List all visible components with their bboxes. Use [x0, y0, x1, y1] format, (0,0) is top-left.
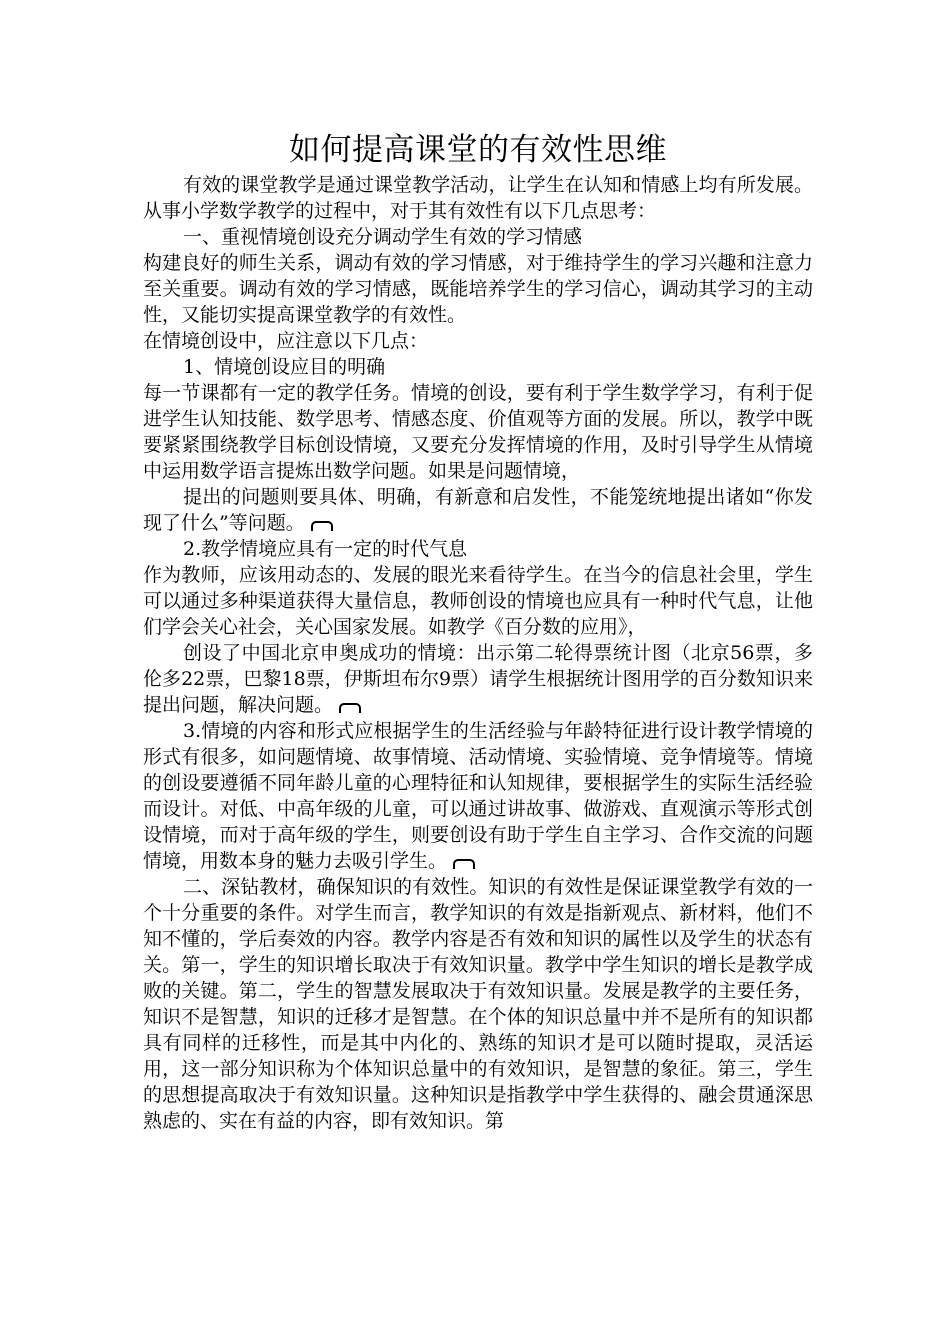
paragraph-text: 每一节课都有一定的教学任务。情境的创设，要有利于学生数学学习，有利于促进学生认知技能、数学思考、情感态度、价值观等方面的发展。所以，教学中既要紧紧围绕教学目标创设情境，又要充分发挥情境的作用，及时引导学生从情境中运用数学语言提炼出数学问题。如果是问题情境， [143, 382, 813, 482]
paragraph-text: 提出的问题则要具体、明确，有新意和启发性，不能笼统地提出诸如“你发现了什么”等问题。 [143, 486, 813, 534]
document-page [143, 130, 813, 1134]
paragraph [143, 328, 813, 354]
edit-mark-icon [339, 703, 361, 713]
paragraph-text: 在情境创设中，应注意以下几点： [143, 330, 429, 352]
paragraph [143, 172, 813, 224]
paragraph-text: 构建良好的师生关系，调动有效的学习情感，对于维持学生的学习兴趣和注意力至关重要。调动有效的学习情感，既能培养学生的学习信心，调动其学习的主动性，又能切实提高课堂教学的有效性。 [143, 252, 813, 326]
paragraph [143, 562, 813, 640]
paragraph [143, 536, 813, 562]
paragraph-text: 创设了中国北京申奥成功的情境：出示第二轮得票统计图（北京56票，多伦多22票，巴黎18票，伊斯坦布尔9票）请学生根据统计图用学的百分数知识来提出问题，解决问题。 [143, 642, 813, 716]
paragraph-text: 作为教师，应该用动态的、发展的眼光来看待学生。在当今的信息社会里，学生可以通过多种渠道获得大量信息，教师创设的情境也应具有一种时代气息，让他们学会关心社会，关心国家发展。如教学《百分数的应用》， [143, 564, 813, 638]
document-title: 如何提高课堂的有效性思维 [289, 132, 667, 168]
paragraph [143, 484, 813, 536]
paragraph-text: 一、重视情境创设充分调动学生有效的学习情感 [183, 226, 583, 248]
paragraph [143, 718, 813, 874]
paragraph [143, 354, 813, 380]
edit-mark-icon [453, 859, 475, 869]
paragraph [143, 380, 813, 484]
paragraph-text: 1、情境创设应目的明确 [183, 356, 386, 378]
paragraph-text: 2.教学情境应具有一定的时代气息 [183, 538, 468, 560]
paragraph [143, 640, 813, 718]
paragraph-text: 二、深钻教材，确保知识的有效性。知识的有效性是保证课堂教学有效的一个十分重要的条件。对学生而言，教学知识的有效是指新观点、新材料，他们不知不懂的，学后奏效的内容。教学内容是否有效和知识的属性以及学生的状态有关。第一，学生的知识增长取决于有效知识量。教学中学生知识的增长是教学成败的关键。第二，学生的智慧发展取决于有效知识量。发展是教学的主要任务，知识不是智慧，知识的迁移才是智慧。在个体的知识总量中并不是所有的知识都具有同样的迁移性，而是其中内化的、熟练的知识才是可以随时提取，灵活运用，这一部分知识称为个体知识总量中的有效知识，是智慧的象征。第三，学生的思想提高取决于有效知识量。这种知识是指教学中学生获得的、融会贯通深思熟虑的、实在有益的内容，即有效知识。第 [143, 876, 813, 1132]
paragraph [143, 250, 813, 328]
paragraph [143, 874, 813, 1134]
paragraph-text: 3.情境的内容和形式应根据学生的生活经验与年龄特征进行设计教学情境的形式有很多，如问题情境、故事情境、活动情境、实验情境、竞争情境等。情境的创设要遵循不同年龄儿童的心理特征和认知规律，要根据学生的实际生活经验而设计。对低、中高年级的儿童，可以通过讲故事、做游戏、直观演示等形式创设情境，而对于高年级的学生，则要创设有助于学生自主学习、合作交流的问题情境，用数本身的魅力去吸引学生。 [143, 720, 813, 872]
paragraph [143, 224, 813, 250]
paragraph-text: 有效的课堂教学是通过课堂教学活动，让学生在认知和情感上均有所发展。从事小学数学教学的过程中，对于其有效性有以下几点思考： [143, 174, 813, 222]
document-body [143, 172, 813, 1134]
edit-mark-icon [311, 521, 333, 531]
